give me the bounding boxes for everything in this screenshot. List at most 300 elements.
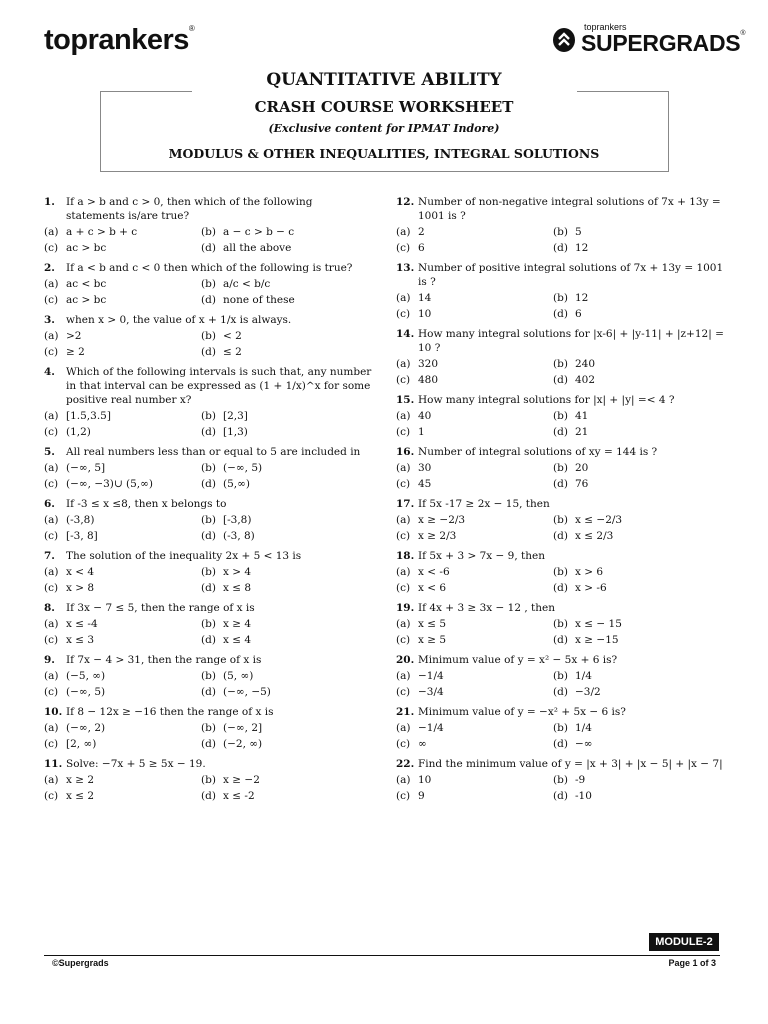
option-label: (a) [44, 410, 59, 422]
answer-option [396, 241, 553, 255]
option-label: (d) [201, 582, 216, 594]
options-grid [44, 277, 374, 307]
supergrads-logo-subtext: toprankers [584, 22, 627, 32]
option-label: (c) [396, 478, 411, 490]
option-label: (c) [396, 530, 411, 542]
option-text: x ≤ 5 [418, 618, 447, 630]
options-grid [396, 409, 726, 439]
answer-option [553, 529, 726, 543]
option-text: 240 [575, 358, 596, 370]
question-number: 9. [44, 654, 55, 666]
option-label: (a) [44, 670, 59, 682]
question-item [44, 549, 374, 595]
answer-option [201, 617, 374, 631]
option-text: x ≤ 2 [66, 790, 95, 802]
answer-option [553, 307, 726, 321]
option-label: (d) [553, 790, 568, 802]
answer-option [553, 581, 726, 595]
question-stem [44, 497, 374, 511]
answer-option [396, 409, 553, 423]
option-text: 10 [418, 774, 432, 786]
option-text: 45 [418, 478, 432, 490]
question-number: 18. [396, 550, 415, 562]
question-number: 8. [44, 602, 55, 614]
option-text: ac > bc [66, 294, 107, 306]
option-label: (c) [44, 530, 59, 542]
option-text: 1/4 [575, 722, 592, 734]
option-text: (-3, 8) [223, 530, 255, 542]
option-label: (c) [44, 346, 59, 358]
module-badge: MODULE-2 [649, 933, 719, 951]
answer-option [44, 409, 201, 423]
options-grid [44, 409, 374, 439]
option-label: (a) [44, 330, 59, 342]
answer-option [553, 513, 726, 527]
option-text: x ≤ -2 [223, 790, 255, 802]
option-text: (5,∞) [223, 478, 250, 490]
option-text: 402 [575, 374, 596, 386]
answer-option [396, 669, 553, 683]
option-label: (b) [201, 226, 216, 238]
option-label: (d) [553, 738, 568, 750]
option-text: 1 [418, 426, 425, 438]
option-text: 21 [575, 426, 589, 438]
answer-option [553, 721, 726, 735]
questions-right-column [396, 195, 726, 809]
option-label: (a) [44, 566, 59, 578]
answer-option [201, 565, 374, 579]
options-grid [44, 225, 374, 255]
option-label: (b) [553, 722, 568, 734]
questions-left-column [44, 195, 374, 809]
question-stem [396, 653, 726, 667]
answer-option [201, 581, 374, 595]
option-text: 6 [418, 242, 425, 254]
answer-option [553, 773, 726, 787]
option-label: (a) [44, 462, 59, 474]
question-text: when x > 0, the value of x + 1/x is always. [66, 314, 292, 326]
option-label: (a) [396, 292, 411, 304]
answer-option [396, 307, 553, 321]
option-text: (−5, ∞) [66, 670, 106, 682]
option-label: (c) [396, 790, 411, 802]
option-label: (d) [201, 346, 216, 358]
option-text: x ≤ −2/3 [575, 514, 623, 526]
option-text: a + c > b + c [66, 226, 138, 238]
answer-option [553, 477, 726, 491]
question-stem [396, 497, 726, 511]
question-number: 22. [396, 758, 415, 770]
option-label: (d) [201, 790, 216, 802]
question-item [396, 549, 726, 595]
question-item [44, 705, 374, 751]
question-number: 19. [396, 602, 415, 614]
answer-option [553, 461, 726, 475]
answer-option [201, 241, 374, 255]
options-grid [44, 721, 374, 751]
question-text: If 5x -17 ≥ 2x − 15, then [418, 498, 550, 510]
option-text: ac < bc [66, 278, 107, 290]
options-grid [44, 669, 374, 699]
option-text: 10 [418, 308, 432, 320]
answer-option [553, 357, 726, 371]
option-label: (b) [201, 330, 216, 342]
answer-option [396, 721, 553, 735]
question-text: Number of integral solutions of xy = 144 is ? [418, 446, 658, 458]
question-number: 7. [44, 550, 55, 562]
question-number: 14. [396, 328, 415, 340]
answer-option [396, 773, 553, 787]
option-text: 9 [418, 790, 425, 802]
question-item [396, 705, 726, 751]
answer-option [553, 737, 726, 751]
question-text: The solution of the inequality 2x + 5 < 13 is [66, 550, 302, 562]
option-text: 12 [575, 242, 589, 254]
question-stem [44, 653, 374, 667]
options-grid [44, 513, 374, 543]
question-item [44, 445, 374, 491]
answer-option [553, 409, 726, 423]
option-text: 20 [575, 462, 589, 474]
option-text: (−∞, −5) [223, 686, 271, 698]
question-stem [44, 261, 374, 275]
option-label: (a) [44, 774, 59, 786]
answer-option [44, 633, 201, 647]
option-label: (b) [553, 514, 568, 526]
question-number: 12. [396, 196, 415, 208]
option-label: (b) [201, 722, 216, 734]
option-label: (c) [44, 686, 59, 698]
answer-option [553, 633, 726, 647]
option-label: (c) [396, 242, 411, 254]
question-stem [44, 705, 374, 719]
option-text: [1,3) [223, 426, 248, 438]
trademark-mark: ® [740, 30, 746, 37]
option-text: -10 [575, 790, 592, 802]
question-number: 13. [396, 262, 415, 274]
options-grid [396, 565, 726, 595]
option-label: (d) [553, 582, 568, 594]
option-label: (d) [553, 686, 568, 698]
answer-option [396, 789, 553, 803]
answer-option [201, 529, 374, 543]
topic-heading: MODULUS & OTHER INEQUALITIES, INTEGRAL SOLUTIONS [168, 146, 600, 161]
option-label: (a) [396, 226, 411, 238]
option-text: 5 [575, 226, 582, 238]
option-text: −1/4 [418, 722, 444, 734]
option-label: (c) [44, 294, 59, 306]
option-label: (d) [553, 530, 568, 542]
option-text: 480 [418, 374, 439, 386]
question-stem [44, 549, 374, 563]
option-text: −3/2 [575, 686, 601, 698]
question-stem [396, 195, 726, 223]
option-text: (5, ∞) [223, 670, 254, 682]
answer-option [44, 617, 201, 631]
option-label: (b) [201, 278, 216, 290]
question-text: Number of non-negative integral solutions of 7x + 13y = 1001 is ? [418, 196, 721, 222]
question-text: Solve: −7x + 5 ≥ 5x − 19. [66, 758, 206, 770]
option-text: x > -6 [575, 582, 607, 594]
question-number: 5. [44, 446, 55, 458]
option-text: ≥ 2 [66, 346, 85, 358]
option-text: x ≤ 3 [66, 634, 95, 646]
options-grid [396, 721, 726, 751]
option-label: (d) [201, 530, 216, 542]
option-text: x ≥ 2 [66, 774, 95, 786]
option-label: (a) [44, 514, 59, 526]
option-text: ∞ [418, 738, 427, 750]
answer-option [201, 721, 374, 735]
question-text: If a < b and c < 0 then which of the following is true? [66, 262, 353, 274]
option-text: 12 [575, 292, 589, 304]
answer-option [44, 293, 201, 307]
option-label: (c) [44, 242, 59, 254]
option-label: (c) [396, 686, 411, 698]
answer-option [553, 669, 726, 683]
supergrads-wordmark: SUPERGRADS [581, 30, 741, 56]
question-item [44, 601, 374, 647]
answer-option [201, 685, 374, 699]
question-number: 17. [396, 498, 415, 510]
option-text: x ≤ 8 [223, 582, 252, 594]
question-text: Find the minimum value of y = |x + 3| + |x − 5| + |x − 7| [418, 758, 723, 770]
option-label: (d) [553, 634, 568, 646]
answer-option [396, 633, 553, 647]
option-label: (b) [201, 514, 216, 526]
question-text: If 8 − 12x ≥ −16 then the range of x is [66, 706, 274, 718]
options-grid [396, 225, 726, 255]
option-label: (d) [553, 374, 568, 386]
answer-option [553, 291, 726, 305]
question-item [396, 497, 726, 543]
answer-option [44, 737, 201, 751]
option-text: −1/4 [418, 670, 444, 682]
option-text: ≤ 2 [223, 346, 242, 358]
option-label: (c) [44, 426, 59, 438]
answer-option [553, 225, 726, 239]
option-label: (d) [201, 242, 216, 254]
question-number: 15. [396, 394, 415, 406]
option-label: (c) [396, 582, 411, 594]
option-text: −3/4 [418, 686, 444, 698]
question-item [44, 497, 374, 543]
option-label: (d) [201, 634, 216, 646]
answer-option [44, 345, 201, 359]
options-grid [44, 329, 374, 359]
question-text: All real numbers less than or equal to 5 are included in [66, 446, 361, 458]
option-label: (a) [396, 722, 411, 734]
option-text: x ≥ 4 [223, 618, 252, 630]
option-label: (c) [396, 634, 411, 646]
footer-divider [44, 955, 720, 956]
question-number: 11. [44, 758, 63, 770]
option-text: (−∞, −3)∪ (5,∞) [66, 478, 153, 490]
question-text: If 5x + 3 > 7x − 9, then [418, 550, 545, 562]
supergrads-logo-text [581, 30, 745, 57]
option-text: (1,2) [66, 426, 91, 438]
answer-option [201, 409, 374, 423]
page-title: QUANTITATIVE ABILITY [266, 70, 502, 90]
answer-option [396, 225, 553, 239]
option-text: 2 [418, 226, 425, 238]
question-stem [396, 705, 726, 719]
option-label: (b) [201, 566, 216, 578]
question-number: 6. [44, 498, 55, 510]
option-text: [1.5,3.5] [66, 410, 111, 422]
option-label: (a) [396, 774, 411, 786]
option-text: x < -6 [418, 566, 450, 578]
question-text: If 3x − 7 ≤ 5, then the range of x is [66, 602, 255, 614]
answer-option [553, 373, 726, 387]
option-label: (a) [396, 358, 411, 370]
option-text: x ≥ 2/3 [418, 530, 457, 542]
question-text: How many integral solutions for |x| + |y| =< 4 ? [418, 394, 675, 406]
option-text: (−∞, 5] [66, 462, 106, 474]
answer-option [396, 291, 553, 305]
option-label: (b) [201, 462, 216, 474]
answer-option [44, 669, 201, 683]
question-item [44, 313, 374, 359]
question-number: 16. [396, 446, 415, 458]
answer-option [201, 669, 374, 683]
option-label: (d) [201, 478, 216, 490]
supergrads-logo [553, 20, 746, 60]
option-text: x ≤ -4 [66, 618, 98, 630]
answer-option [553, 789, 726, 803]
answer-option [201, 633, 374, 647]
option-label: (b) [553, 226, 568, 238]
answer-option [553, 425, 726, 439]
answer-option [44, 565, 201, 579]
option-label: (c) [44, 790, 59, 802]
question-stem [44, 601, 374, 615]
trademark-mark: ® [188, 24, 195, 33]
exclusive-note: (Exclusive content for IPMAT Indore) [268, 122, 500, 135]
answer-option [396, 373, 553, 387]
option-text: x ≤ − 15 [575, 618, 622, 630]
footer-page-number: Page 1 of 3 [668, 958, 716, 968]
options-grid [44, 773, 374, 803]
option-text: 14 [418, 292, 432, 304]
answer-option [44, 789, 201, 803]
options-grid [396, 291, 726, 321]
question-stem [396, 601, 726, 615]
question-item [396, 757, 726, 803]
option-text: (−∞, 2) [66, 722, 106, 734]
option-text: none of these [223, 294, 295, 306]
option-label: (d) [553, 242, 568, 254]
answer-option [201, 773, 374, 787]
answer-option [44, 581, 201, 595]
option-label: (d) [201, 426, 216, 438]
option-text: 320 [418, 358, 439, 370]
option-label: (c) [44, 634, 59, 646]
answer-option [396, 581, 553, 595]
question-number: 20. [396, 654, 415, 666]
question-stem [44, 365, 374, 407]
option-text: 1/4 [575, 670, 592, 682]
question-item [396, 653, 726, 699]
question-text: Number of positive integral solutions of 7x + 13y = 1001 is ? [418, 262, 724, 288]
option-text: 30 [418, 462, 432, 474]
answer-option [396, 685, 553, 699]
question-text: How many integral solutions for |x-6| + |y-11| + |z+12| = 10 ? [418, 328, 724, 354]
question-item [44, 195, 374, 255]
option-label: (c) [396, 374, 411, 386]
question-item [396, 601, 726, 647]
option-text: 6 [575, 308, 582, 320]
question-stem [396, 327, 726, 355]
question-item [396, 393, 726, 439]
option-label: (b) [201, 410, 216, 422]
option-text: x ≤ 2/3 [575, 530, 614, 542]
option-label: (c) [396, 738, 411, 750]
answer-option [201, 425, 374, 439]
answer-option [553, 617, 726, 631]
answer-option [396, 565, 553, 579]
answer-option [396, 357, 553, 371]
question-item [44, 365, 374, 439]
question-item [44, 653, 374, 699]
option-text: (−2, ∞) [223, 738, 263, 750]
option-text: −∞ [575, 738, 593, 750]
option-text: < 2 [223, 330, 242, 342]
question-number: 4. [44, 366, 55, 378]
question-item [396, 327, 726, 387]
option-label: (d) [553, 426, 568, 438]
toprankers-logo-text: toprankers [44, 24, 189, 56]
supergrads-logo-icon [553, 28, 575, 52]
options-grid [396, 461, 726, 491]
option-text: all the above [223, 242, 292, 254]
option-text: a/c < b/c [223, 278, 271, 290]
option-text: 41 [575, 410, 589, 422]
question-item [44, 261, 374, 307]
question-stem [396, 261, 726, 289]
answer-option [201, 225, 374, 239]
option-text: -9 [575, 774, 586, 786]
question-text: Minimum value of y = x² − 5x + 6 is? [418, 654, 618, 666]
option-label: (b) [553, 670, 568, 682]
option-label: (b) [553, 410, 568, 422]
answer-option [44, 477, 201, 491]
option-text: [-3, 8] [66, 530, 98, 542]
option-text: x ≥ 5 [418, 634, 447, 646]
answer-option [44, 773, 201, 787]
option-label: (c) [44, 738, 59, 750]
option-text: x < 6 [418, 582, 447, 594]
question-stem [396, 445, 726, 459]
answer-option [44, 425, 201, 439]
options-grid [396, 669, 726, 699]
answer-option [44, 461, 201, 475]
option-text: 76 [575, 478, 589, 490]
answer-option [396, 513, 553, 527]
answer-option [553, 685, 726, 699]
option-label: (a) [396, 410, 411, 422]
answer-option [44, 513, 201, 527]
answer-option [396, 461, 553, 475]
option-label: (d) [553, 478, 568, 490]
option-label: (b) [553, 462, 568, 474]
options-grid [396, 773, 726, 803]
option-text: a − c > b − c [223, 226, 295, 238]
question-number: 3. [44, 314, 55, 326]
option-text: x > 4 [223, 566, 252, 578]
option-label: (a) [396, 514, 411, 526]
answer-option [201, 345, 374, 359]
